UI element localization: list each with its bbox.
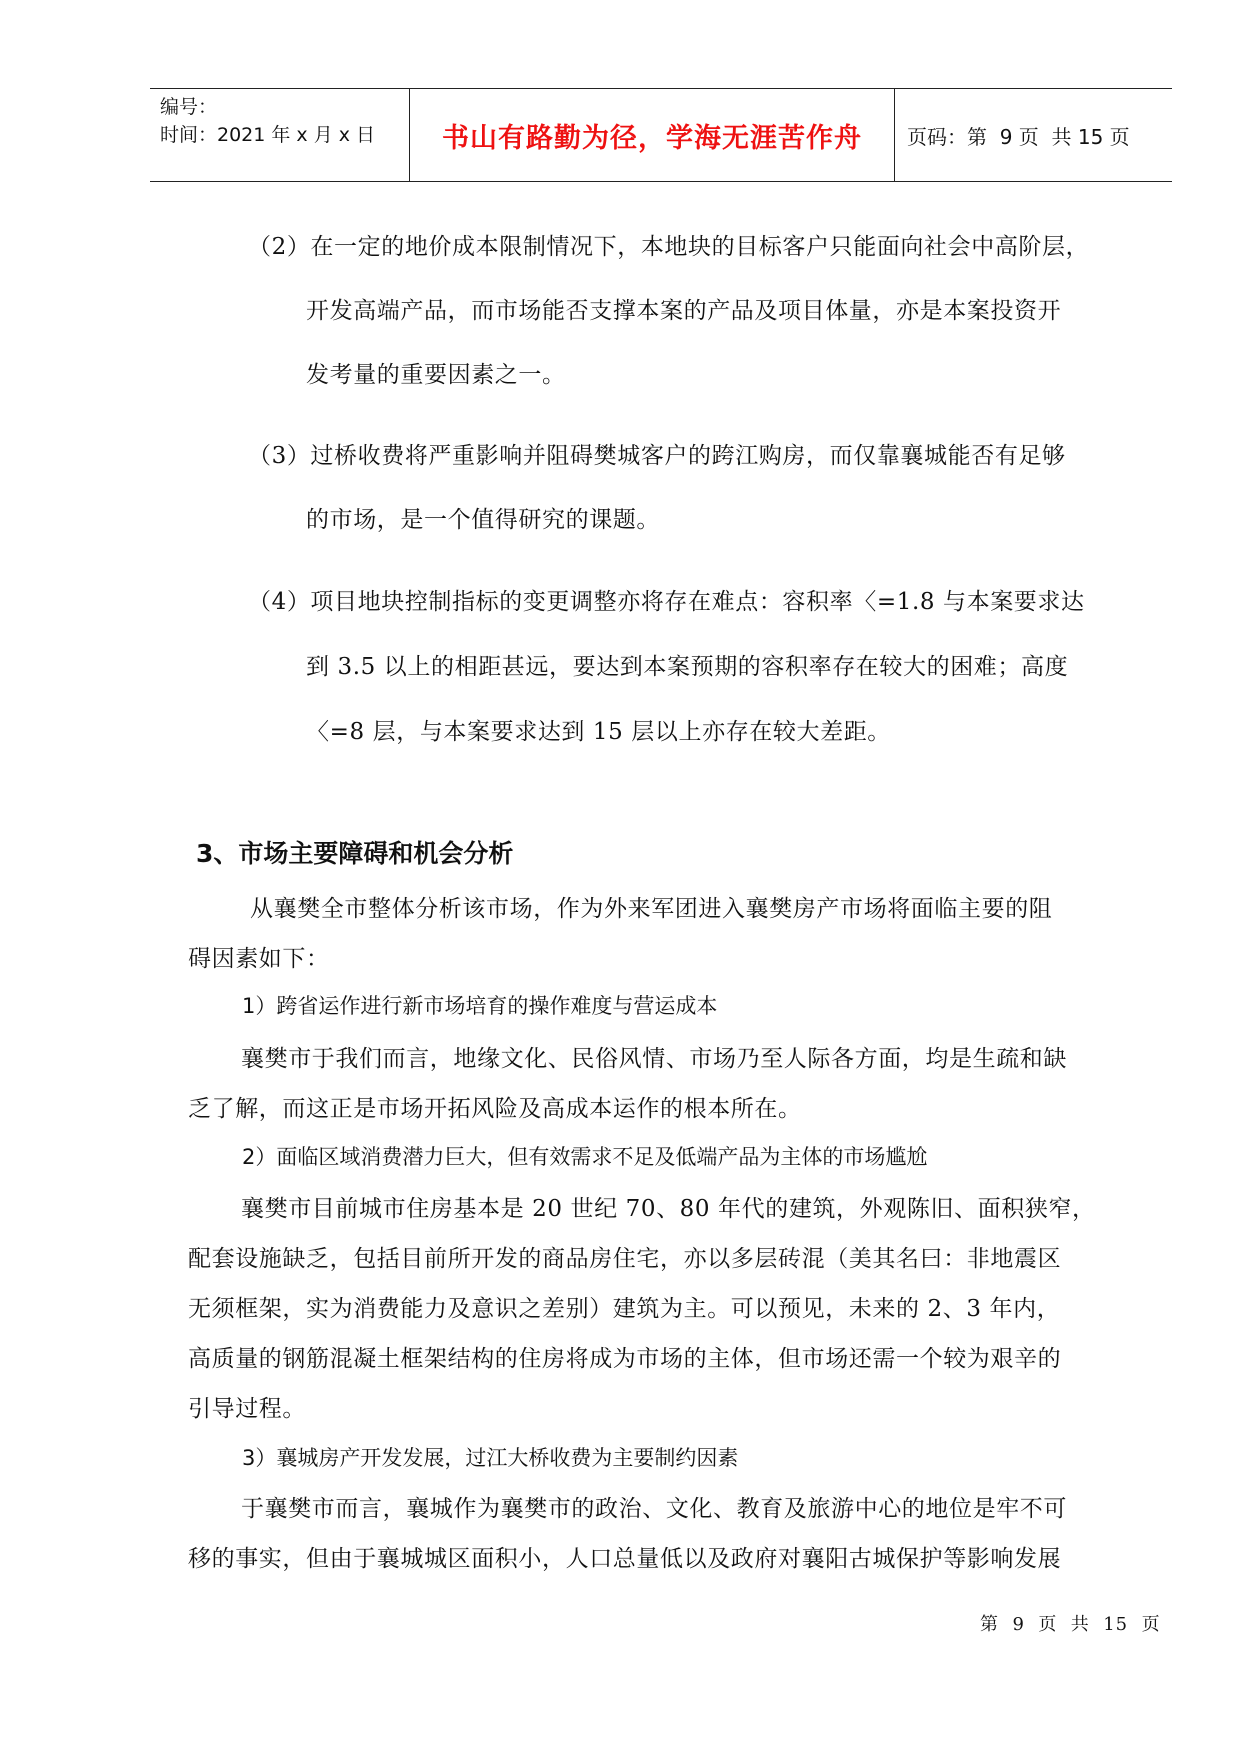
item-2-line1: （2）在一定的地价成本限制情况下，本地块的目标客户只能面向社会中高阶层， <box>248 234 1090 260</box>
time-label: 时间：2021 年 x 月 x 日 <box>160 124 376 146</box>
sub2-line1: 襄樊市目前城市住房基本是 20 世纪 70、80 年代的建筑，外观陈旧、面积狭窄， <box>241 1196 1096 1222</box>
item-2-line3: 发考量的重要因素之一。 <box>306 362 566 388</box>
header-motto: 书山有路勤为径，学海无涯苦作舟 <box>410 89 895 181</box>
subsection-2-title: 2）面临区域消费潜力巨大，但有效需求不足及低端产品为主体的市场尴尬 <box>242 1145 928 1169</box>
intro-line1: 从襄樊全市整体分析该市场，作为外来军团进入襄樊房产市场将面临主要的阻 <box>250 896 1053 922</box>
sub1-line2: 乏了解，而这正是市场开拓风险及高成本运作的根本所在。 <box>188 1096 802 1122</box>
item-2-line2: 开发高端产品，而市场能否支撑本案的产品及项目体量，亦是本案投资开 <box>306 298 1062 324</box>
sub2-line2: 配套设施缺乏，包括目前所开发的商品房住宅，亦以多层砖混（美其名曰：非地震区 <box>188 1246 1062 1272</box>
sub2-line4: 高质量的钢筋混凝土框架结构的住房将成为市场的主体，但市场还需一个较为艰辛的 <box>188 1346 1062 1372</box>
number-label: 编号： <box>160 96 218 118</box>
subsection-1-title: 1）跨省运作进行新市场培育的操作难度与营运成本 <box>242 994 718 1018</box>
sub1-line1: 襄樊市于我们而言，地缘文化、民俗风情、市场乃至人际各方面，均是生疏和缺 <box>241 1046 1067 1072</box>
intro-line2: 碍因素如下： <box>188 946 330 972</box>
item-4-line2: 到 3.5 以上的相距甚远，要达到本案预期的容积率存在较大的困难；高度 <box>306 654 1069 680</box>
document-header <box>150 88 1172 182</box>
item-4-line3: 〈=8 层，与本案要求达到 15 层以上亦存在较大差距。 <box>306 719 891 745</box>
item-3-line1: （3）过桥收费将严重影响并阻碍樊城客户的跨江购房，而仅靠襄城能否有足够 <box>248 443 1066 469</box>
sub3-line1: 于襄樊市而言，襄城作为襄樊市的政治、文化、教育及旅游中心的地位是牢不可 <box>241 1496 1067 1522</box>
section-heading: 3、市场主要障碍和机会分析 <box>196 839 514 868</box>
sub2-line5: 引导过程。 <box>188 1396 306 1422</box>
header-page-info: 页码：第 9 页 共 15 页 <box>907 124 1130 149</box>
sub2-line3: 无须框架，实为消费能力及意识之差别）建筑为主。可以预见，未来的 2、3 年内， <box>188 1296 1061 1322</box>
subsection-3-title: 3）襄城房产开发发展，过江大桥收费为主要制约因素 <box>242 1446 739 1470</box>
page-footer: 第 9 页 共 15 页 <box>980 1614 1161 1635</box>
item-3-line2: 的市场，是一个值得研究的课题。 <box>306 507 660 533</box>
sub3-line2: 移的事实，但由于襄城城区面积小，人口总量低以及政府对襄阳古城保护等影响发展 <box>188 1546 1062 1572</box>
header-meta <box>150 89 410 181</box>
item-4-line1: （4）项目地块控制指标的变更调整亦将存在难点：容积率〈=1.8 与本案要求达 <box>248 589 1085 615</box>
